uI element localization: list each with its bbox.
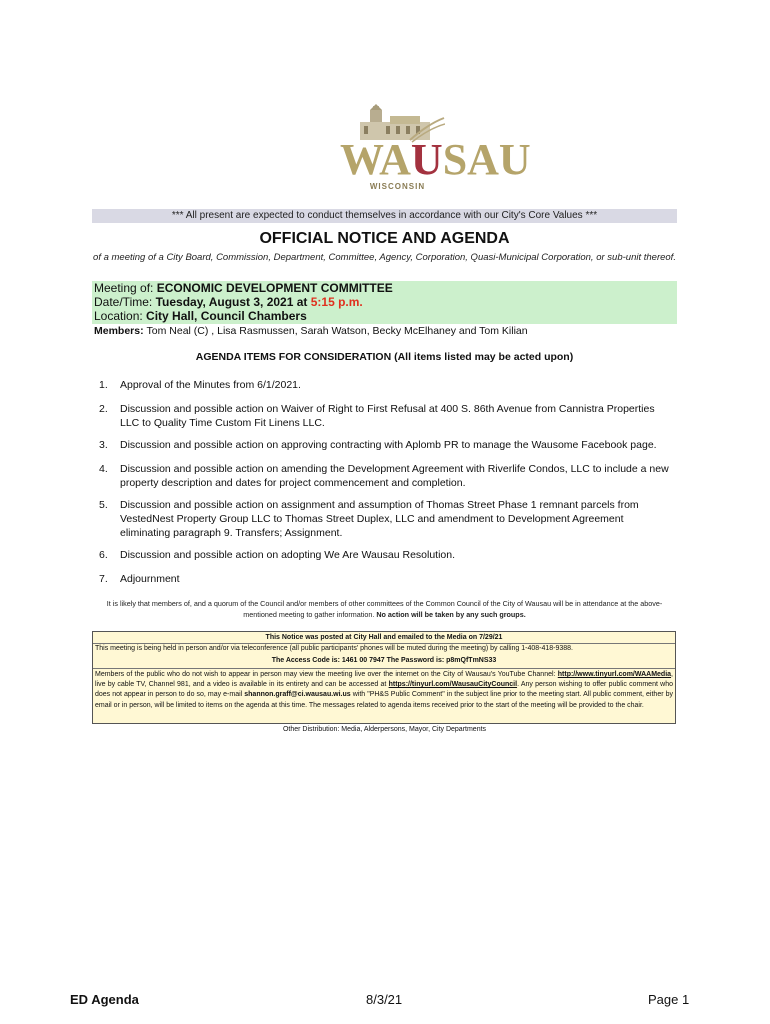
city-council-link[interactable]: https://tinyurl.com/WausauCityCouncil	[388, 681, 518, 689]
item-number: 3.	[99, 439, 108, 451]
item-number: 2.	[99, 403, 108, 415]
location-label: Location:	[94, 309, 147, 323]
teleconference-info: This meeting is being held in person and/or via teleconference (all public participants' phones will be muted during the meeting) by calling 1-408-418-9388.	[95, 645, 574, 652]
wausau-logo	[340, 104, 531, 194]
page-title: OFFICIAL NOTICE AND AGENDA	[259, 230, 510, 247]
public-viewing-info	[95, 670, 673, 711]
logo-subtitle: WISCONSIN	[369, 182, 426, 191]
public-text-1: Members of the public who do not wish to appear in person may view the meeting live over the internet on the City of Wausau's YouTube Channel:	[95, 671, 558, 678]
meeting-of-value: ECONOMIC DEVELOPMENT COMMITTEE	[156, 281, 393, 295]
item-text: Discussion and possible action on assignment and assumption of Thomas Street Phase 1 remnant parcels from VestedNest Property Group LLC to Thomas Street Duplex, LLC and amendment to Development Agreement eliminating paragraph 9. Transfers; Assignment.	[120, 499, 639, 539]
location-line	[94, 309, 307, 324]
datetime-label: Date/Time:	[94, 295, 156, 309]
members-label: Members:	[94, 325, 147, 337]
members-line	[94, 324, 528, 338]
item-text: Approval of the Minutes from 6/1/2021.	[120, 379, 301, 391]
divider	[93, 668, 675, 669]
item-number: 6.	[99, 549, 108, 561]
datetime-line	[94, 295, 363, 310]
public-text-3: . Any person wishing to offer public comment who does not appear in person to do so, may e-mail	[95, 681, 673, 699]
location-value: City Hall, Council Chambers	[146, 309, 307, 323]
item-text: Discussion and possible action on approving contracting with Aplomb PR to manage the Wausome Facebook page.	[120, 439, 657, 451]
page-subtitle: of a meeting of a City Board, Commission, Department, Committee, Agency, Corporation, Quasi-Municipal Corporation, or sub-unit thereof.	[93, 252, 676, 263]
item-text: Discussion and possible action on adopting We Are Wausau Resolution.	[120, 549, 456, 561]
item-text: Adjournment	[120, 573, 180, 585]
quorum-no-action: No action will be taken by any such groups.	[376, 610, 526, 619]
footer-page-number: Page 1	[648, 992, 690, 1007]
item-number: 5.	[99, 499, 108, 511]
distribution-line: Other Distribution: Media, Alderpersons, Mayor, City Departments	[282, 726, 487, 733]
datetime-value: Tuesday, August 3, 2021 at	[155, 295, 311, 309]
footer-doc-name: ED Agenda	[70, 992, 139, 1007]
item-text: Discussion and possible action on amending the Development Agreement with Riverlife Condos, LLC to include a new property description and dates for project commencement and completion.	[120, 463, 669, 489]
logo-wordmark: WAUSAU	[340, 135, 531, 184]
item-number: 1.	[99, 379, 108, 391]
quorum-notice	[92, 598, 677, 620]
public-text-4: with "PH&S Public Comment" in the subject line prior to the meeting start. All public comment, either by email or in person, will be limited to items on the agenda at this time. The messages related to agenda items received prior to the start of the meeting will be provided to the chair.	[95, 691, 673, 709]
youtube-link[interactable]: http://www.tinyurl.com/WAAMedia	[557, 671, 672, 678]
quorum-line-1: It is likely that members of, and a quorum of the Council and/or members of other committees of the Common Council of the City of Wausau will be in attendance at the above-	[106, 599, 663, 608]
item-number: 7.	[99, 573, 108, 585]
footer-date: 8/3/21	[366, 992, 403, 1007]
item-number: 4.	[99, 463, 108, 475]
meeting-of-line	[94, 281, 393, 296]
agenda-heading: AGENDA ITEMS FOR CONSIDERATION (All items listed may be acted upon)	[195, 351, 574, 363]
members-value: Tom Neal (C) , Lisa Rasmussen, Sarah Watson, Becky McElhaney and Tom Kilian	[146, 325, 528, 337]
posted-notice: This Notice was posted at City Hall and emailed to the Media on 7/29/21	[265, 634, 503, 641]
public-text-2: , live by cable TV, Channel 981, and a video is available in its entirety and can be accessed at	[95, 671, 673, 689]
quorum-line-2-text: mentioned meeting to gather information.	[243, 610, 377, 619]
posting-notice-box	[92, 631, 676, 724]
meeting-of-label: Meeting of:	[94, 281, 157, 295]
core-values-banner: *** All present are expected to conduct themselves in accordance with our City's Core Values ***	[92, 209, 677, 223]
quorum-line-2	[92, 609, 677, 620]
meeting-time: 5:15 p.m.	[310, 295, 363, 309]
item-text: Discussion and possible action on Waiver of Right to First Refusal at 400 S. 86th Avenue from Cannistra Properties LLC to Quality Time Custom Fit Linens LLC.	[120, 403, 655, 429]
access-code: The Access Code is: 1461 00 7947 The Password is: p8mQfTmNS33	[271, 657, 497, 664]
comment-email[interactable]: shannon.graff@ci.wausau.wi.us	[244, 691, 351, 699]
